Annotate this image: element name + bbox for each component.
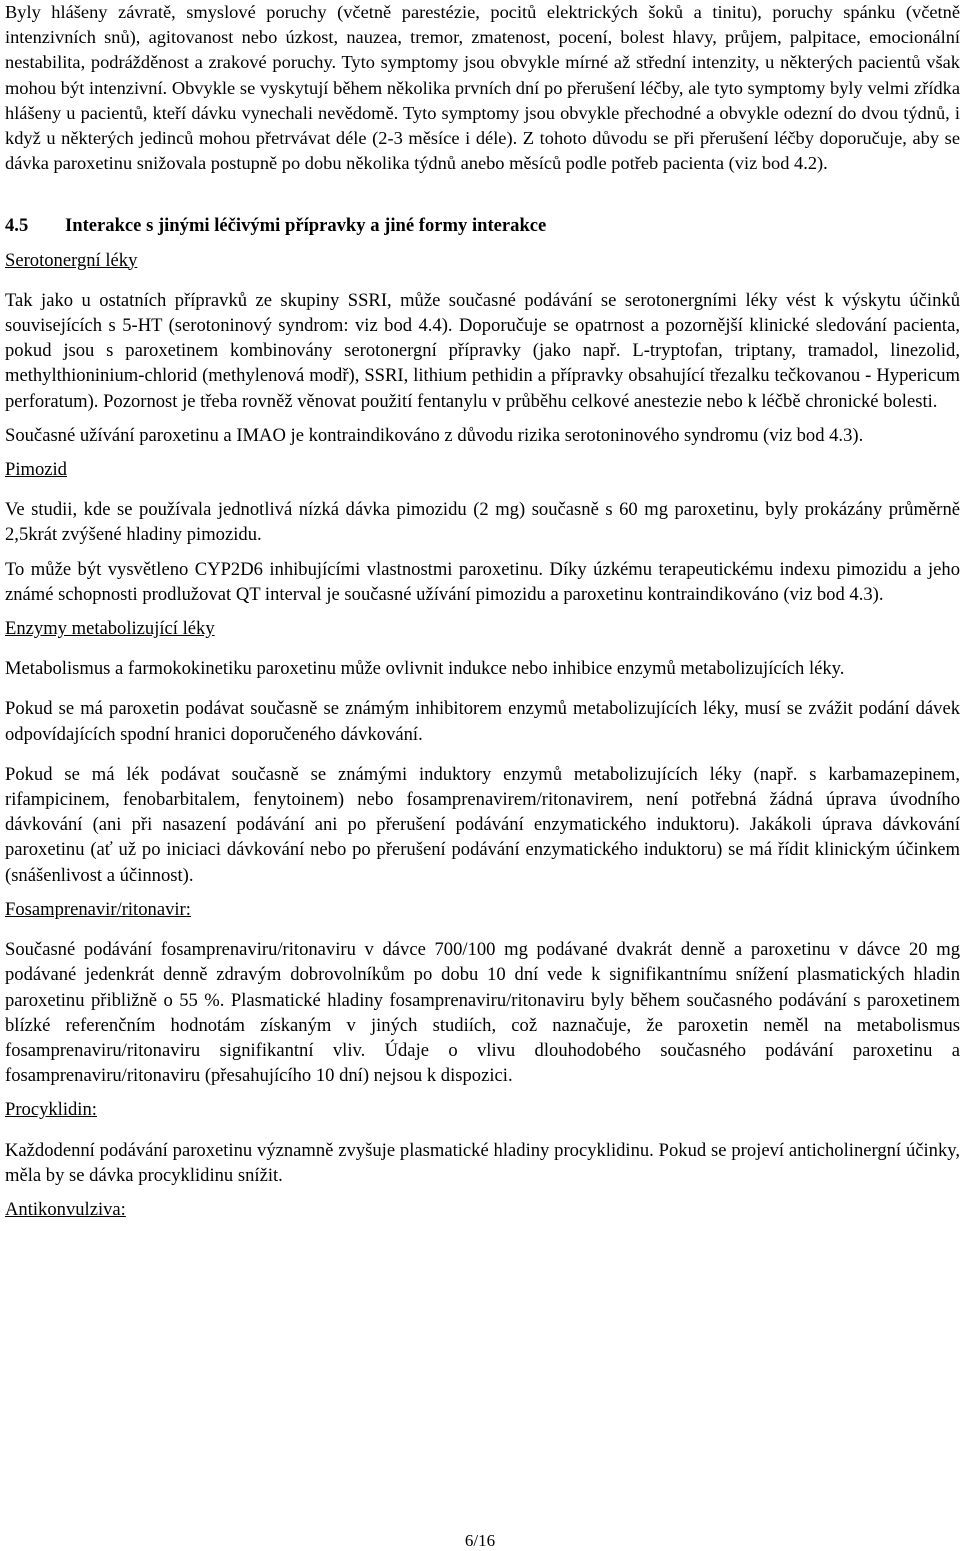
pimozide-paragraph-1: Ve studii, kde se používala jednotlivá nízká dávka pimozidu (2 mg) současně s 60 mg paroxetinu, byly prokázány průměrně 2,5krát zvýšené hladiny pimozidu.	[5, 499, 960, 546]
procyclidine-paragraph-1: Každodenní podávání paroxetinu významně zvyšuje plasmatické hladiny procyklidinu. Pokud se projeví anticholinergní účinky, měla by se dávka procyklidinu snížit.	[5, 1139, 960, 1186]
anticonvulsants-heading: Antikonvulziva:	[5, 1198, 126, 1220]
serotonergic-paragraph-2: Současné užívání paroxetinu a IMAO je kontraindikováno z důvodu rizika serotoninového syndromu (viz bod 4.3).	[5, 424, 864, 446]
enzymes-paragraph-1: Metabolismus a farmokokinetiku paroxetinu může ovlivnit indukce nebo inhibice enzymů metabolizujících léky.	[5, 658, 845, 680]
fosamprenavir-heading: Fosamprenavir/ritonavir:	[5, 898, 191, 920]
fosamprenavir-paragraph-1: Současné podávání fosamprenaviru/ritonaviru v dávce 700/100 mg podávané dvakrát denně a paroxetinu v dávce 20 mg podávané jedenkrát denně zdravým dobrovolníkům po dobu 10 dní vede k signifikantnímu snížení plasmatických hladin paroxetinu přibližně o 55 %. Plasmatické hladiny fosamprenaviru/ritonaviru byly během současného podávání s paroxetinem blízké referenčním hodnotám získaným v jiných studiích, což naznačuje, že paroxetin neměl na metabolismus fosamprenaviru/ritonaviru signifikantní vliv. Údaje o vlivu dlouhodobého současného podávání paroxetinu a fosamprenaviru/ritonaviru (přesahujícího 10 dní) nejsou k dispozici.	[5, 939, 960, 1087]
pimozide-heading: Pimozid	[5, 459, 67, 481]
section-number: 4.5	[5, 215, 29, 237]
pimozide-paragraph-2: To může být vysvětleno CYP2D6 inhibujícími vlastnostmi paroxetinu. Díky úzkému terapeutickému indexu pimozidu a jeho známé schopnosti prodlužovat QT interval je současné užívání pimozidu a paroxetinu kontraindikováno (viz bod 4.3).	[5, 558, 960, 605]
serotonergic-heading: Serotonergní léky	[5, 249, 138, 271]
serotonergic-paragraph-1: Tak jako u ostatních přípravků ze skupiny SSRI, může současné podávání se serotonergními léky vést k výskytu účinků souvisejících s 5-HT (serotoninový syndrom: viz bod 4.4). Doporučuje se opatrnost a pozornější klinické sledování pacienta, pokud jsou s paroxetinem kombinovány serotonergní přípravky (jako např. L-tryptofan, triptany, tramadol, linezolid, methylthioninium-chlorid (methylenová modř), SSRI, lithium pethidin a přípravky obsahující třezalku tečkovanou - Hypericum perforatum). Pozornost je třeba rovněž věnovat použití fentanylu v průběhu celkové anestezie nebo k léčbě chronické bolesti.	[5, 289, 960, 412]
section-title: Interakce s jinými léčivými přípravky a jiné formy interakce	[65, 215, 547, 237]
document-page	[5, 0, 960, 1222]
procyclidine-heading: Procyklidin:	[5, 1099, 97, 1121]
enzymes-paragraph-3: Pokud se má lék podávat současně se známými induktory enzymů metabolizujících léky (např. s karbamazepinem, rifampicinem, fenobarbitalem, fenytoinem) nebo fosamprenavirem/ritonavirem, není potřebná žádná úprava úvodního dávkování (ani při nasazení podávání ani po přerušení podávání enzymatického induktoru). Jakákoli úprava dávkování paroxetinu (ať už po iniciaci dávkování nebo po přerušení podávání enzymatického induktoru) se má řídit klinickým účinkem (snášenlivost a účinnost).	[5, 763, 960, 886]
intro-paragraph: Byly hlášeny závratě, smyslové poruchy (včetně parestézie, pocitů elektrických šoků a tinitu), poruchy spánku (včetně intenzivních snů), agitovanost nebo úzkost, nauzea, tremor, zmatenost, pocení, bolest hlavy, průjem, palpitace, emocionální nestabilita, podrážděnost a zrakové poruchy. Tyto symptomy jsou obvykle mírné až střední intenzity, u některých pacientů však mohou být intenzivní. Obvykle se vyskytují během několika prvních dní po přerušení léčby, ale tyto symptomy byly velmi zřídka hlášeny u pacientů, kteří dávku vynechali nevědomě. Tyto symptomy jsou obvykle přechodné a obvykle odezní do dvou týdnů, i když u některých jedinců mohou přetrvávat déle (2-3 měsíce i déle). Z tohoto důvodu se při přerušení léčby doporučuje, aby se dávka paroxetinu snižovala postupně po dobu několika týdnů anebo měsíců podle potřeb pacienta (viz bod 4.2).	[5, 2, 960, 174]
section-heading	[5, 213, 960, 238]
enzymes-heading: Enzymy metabolizující léky	[5, 618, 215, 640]
page-number: 6/16	[464, 1531, 496, 1550]
enzymes-paragraph-2: Pokud se má paroxetin podávat současně se známým inhibitorem enzymů metabolizujících léky, musí se zvážit podání dávek odpovídajících spodní hranici doporučeného dávkování.	[5, 698, 960, 745]
intro-section	[5, 0, 960, 176]
